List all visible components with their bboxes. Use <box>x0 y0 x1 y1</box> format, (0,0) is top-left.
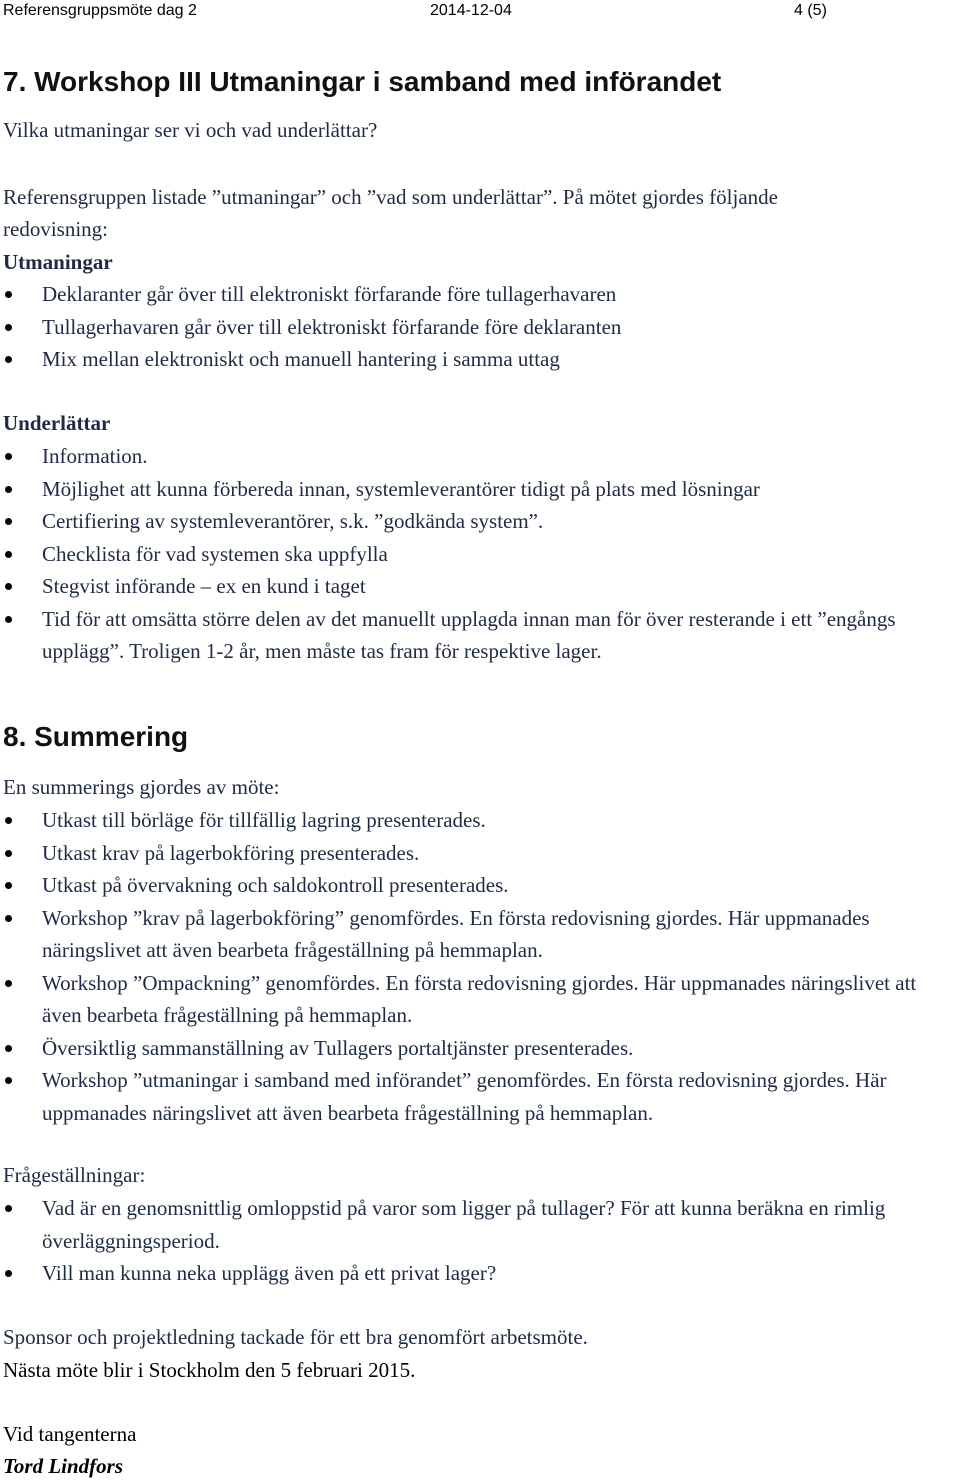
page-header <box>3 2 903 24</box>
list-item: Vill man kunna neka upplägg även på ett privat lager? <box>3 1257 957 1290</box>
questions-list <box>3 1192 957 1290</box>
section-7-heading: 7. Workshop III Utmaningar i samband med införandet <box>3 66 722 97</box>
list-item: Mix mellan elektroniskt och manuell hantering i samma uttag <box>3 343 957 376</box>
list-item: Workshop ”Ompackning” genomfördes. En första redovisning gjordes. Här uppmanades näringslivet att även bearbeta frågeställning på hemmaplan. <box>3 967 957 1032</box>
section-7-intro-line-1: Referensgruppen listade ”utmaningar” och ”vad som underlättar”. På mötet gjordes följande <box>3 185 778 209</box>
list-item: Tid för att omsätta större delen av det manuellt upplagda innan man för över resterande i ett ”engångs upplägg”. Troligen 1-2 år, men måste tas fram för respektive lager. <box>3 603 957 668</box>
section-7-question: Vilka utmaningar ser vi och vad underlättar? <box>3 118 378 142</box>
header-page-number: 4 (5) <box>794 2 827 19</box>
list-item: Workshop ”krav på lagerbokföring” genomfördes. En första redovisning gjordes. Här uppmanades näringslivet att även bearbeta frågeställning på hemmaplan. <box>3 902 957 967</box>
list-item: Workshop ”utmaningar i samband med införandet” genomfördes. En första redovisning gjordes. Här uppmanades näringslivet att även bearbeta frågeställning på hemmaplan. <box>3 1064 957 1129</box>
section-8-heading: 8. Summering <box>3 721 189 752</box>
next-meeting-text: Nästa möte blir i Stockholm den 5 februari 2015. <box>3 1358 416 1382</box>
list-item: Information. <box>3 440 957 473</box>
list-item: Checklista för vad systemen ska uppfylla <box>3 538 957 571</box>
list-item: Utkast till börläge för tillfällig lagring presenterades. <box>3 804 957 837</box>
facilitators-title: Underlättar <box>3 411 111 435</box>
signature-label: Vid tangenterna <box>3 1422 137 1446</box>
section-8-intro: En summerings gjordes av möte: <box>3 775 280 799</box>
signature-name: Tord Lindfors <box>3 1454 124 1478</box>
list-item: Stegvist införande – ex en kund i taget <box>3 570 957 603</box>
header-title: Referensgruppsmöte dag 2 <box>3 2 197 19</box>
header-date: 2014-12-04 <box>430 2 512 19</box>
challenges-title: Utmaningar <box>3 250 113 274</box>
questions-title: Frågeställningar: <box>3 1163 146 1187</box>
list-item: Certifiering av systemleverantörer, s.k. ”godkända system”. <box>3 505 957 538</box>
list-item: Deklaranter går över till elektroniskt förfarande före tullagerhavaren <box>3 278 957 311</box>
list-item: Utkast krav på lagerbokföring presenterades. <box>3 837 957 870</box>
summary-list <box>3 804 957 1129</box>
list-item: Översiktlig sammanställning av Tullagers portaltjänster presenterades. <box>3 1032 957 1065</box>
list-item: Utkast på övervakning och saldokontroll presenterades. <box>3 869 957 902</box>
list-item: Tullagerhavaren går över till elektroniskt förfarande före deklaranten <box>3 311 957 344</box>
challenges-list <box>3 278 957 376</box>
thanks-text: Sponsor och projektledning tackade för ett bra genomfört arbetsmöte. <box>3 1325 588 1349</box>
section-7-intro-line-2: redovisning: <box>3 217 108 241</box>
list-item: Möjlighet att kunna förbereda innan, systemleverantörer tidigt på plats med lösningar <box>3 473 957 506</box>
list-item: Vad är en genomsnittlig omloppstid på varor som ligger på tullager? För att kunna beräkna en rimlig överläggningsperiod. <box>3 1192 957 1257</box>
facilitators-list <box>3 440 957 668</box>
